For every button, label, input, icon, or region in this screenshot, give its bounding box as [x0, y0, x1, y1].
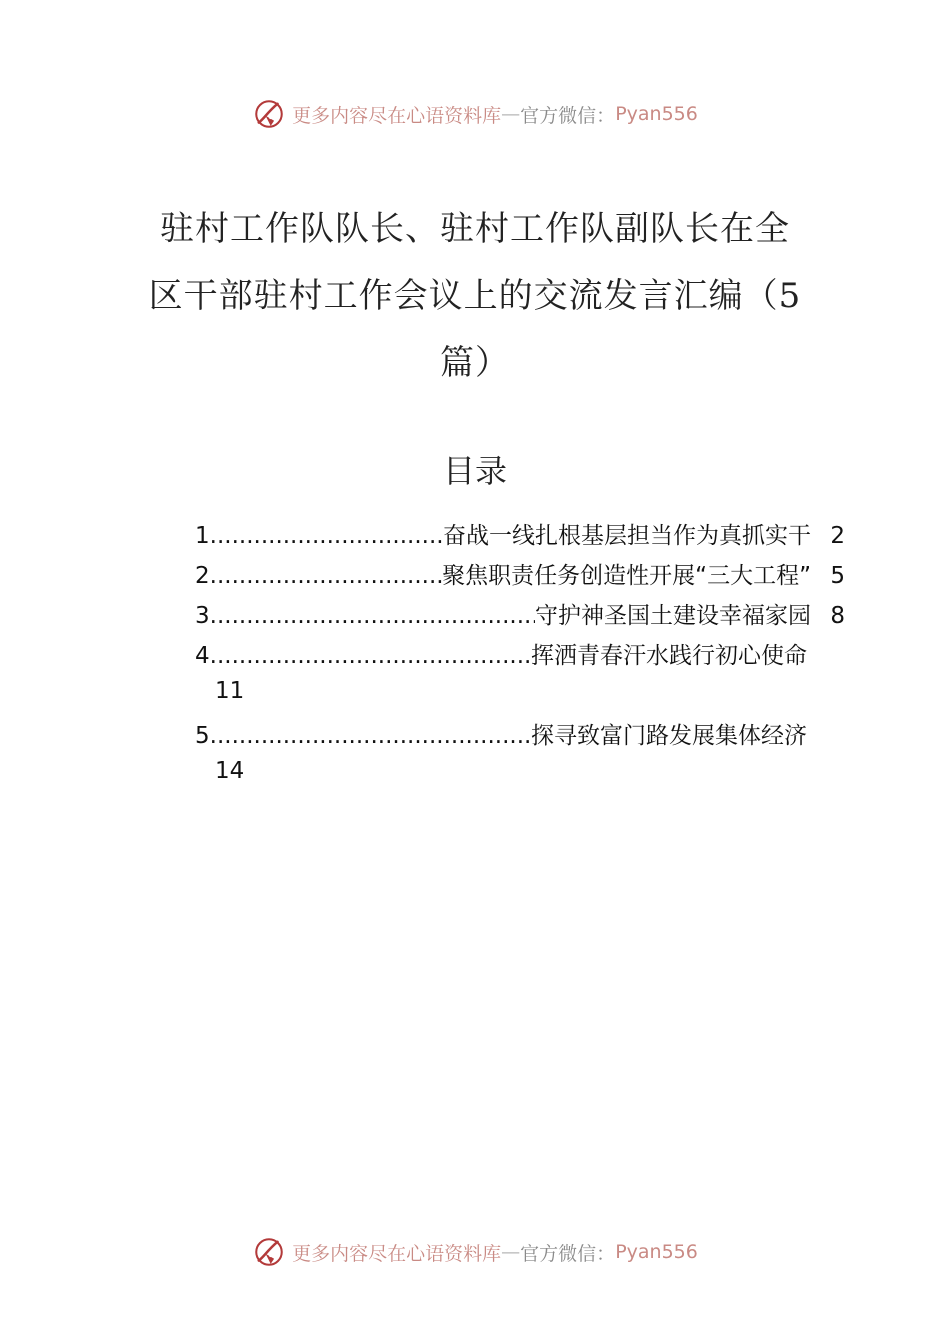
toc-entry-title: 奋战一线扎根基层担当作为真抓实干 — [443, 523, 811, 549]
toc-entry[interactable] — [195, 596, 845, 636]
toc-entry-page: 11 — [215, 678, 245, 704]
toc-entry-number: 3 — [195, 603, 210, 629]
toc-entry-page: 5 — [830, 563, 845, 589]
watermark-brand-text: 更多内容尽在心语资料库 — [292, 1242, 502, 1265]
toc-entry-page: 14 — [215, 758, 245, 784]
watermark-wechat-label: 官方微信： — [520, 1242, 616, 1265]
toc-entry-page: 2 — [830, 523, 845, 549]
title-line: 篇） — [440, 343, 510, 383]
toc-leader-dots — [210, 516, 443, 556]
toc-entry[interactable] — [195, 516, 845, 556]
watermark-brand-text: 更多内容尽在心语资料库 — [292, 104, 502, 127]
toc-entry-title: 探寻致富门路发展集体经济 — [531, 723, 807, 749]
watermark-wechat-id: Pyan556 — [615, 103, 698, 125]
toc-entry[interactable] — [195, 716, 845, 786]
title-line: 驻村工作队队长、驻村工作队副队长在全 — [160, 209, 790, 249]
document-title — [140, 196, 810, 397]
toc-leader-dots — [210, 636, 531, 676]
toc-entry-title: 守护神圣国土建设幸福家园 — [535, 603, 811, 629]
toc-entry-title: 挥洒青春汗水践行初心使命 — [531, 643, 807, 669]
toc-entry-page: 8 — [830, 603, 845, 629]
title-line: 区干部驻村工作会议上的交流发言汇编（5 — [148, 276, 802, 316]
toc-entry[interactable] — [195, 556, 845, 596]
toc-entry[interactable] — [195, 636, 845, 706]
table-of-contents — [195, 516, 845, 796]
watermark-wechat-label: 官方微信： — [520, 104, 616, 127]
pen-nib-logo-icon — [252, 1235, 286, 1269]
toc-heading: 目录 — [442, 452, 507, 490]
toc-leader-dots — [210, 556, 443, 596]
toc-entry-number: 1 — [195, 523, 210, 549]
footer-watermark — [0, 1232, 950, 1272]
toc-leader-dots — [210, 716, 531, 756]
pen-nib-logo-icon — [252, 97, 286, 131]
watermark-separator: — — [501, 1241, 521, 1263]
header-watermark — [0, 94, 950, 134]
toc-entry-title: 聚焦职责任务创造性开展“三大工程” — [442, 563, 811, 589]
toc-entry-number: 2 — [195, 563, 210, 589]
toc-entry-number: 5 — [195, 723, 210, 749]
toc-entry-number: 4 — [195, 643, 210, 669]
watermark-wechat-id: Pyan556 — [615, 1241, 698, 1263]
toc-leader-dots — [210, 596, 535, 636]
watermark-separator: — — [501, 103, 521, 125]
